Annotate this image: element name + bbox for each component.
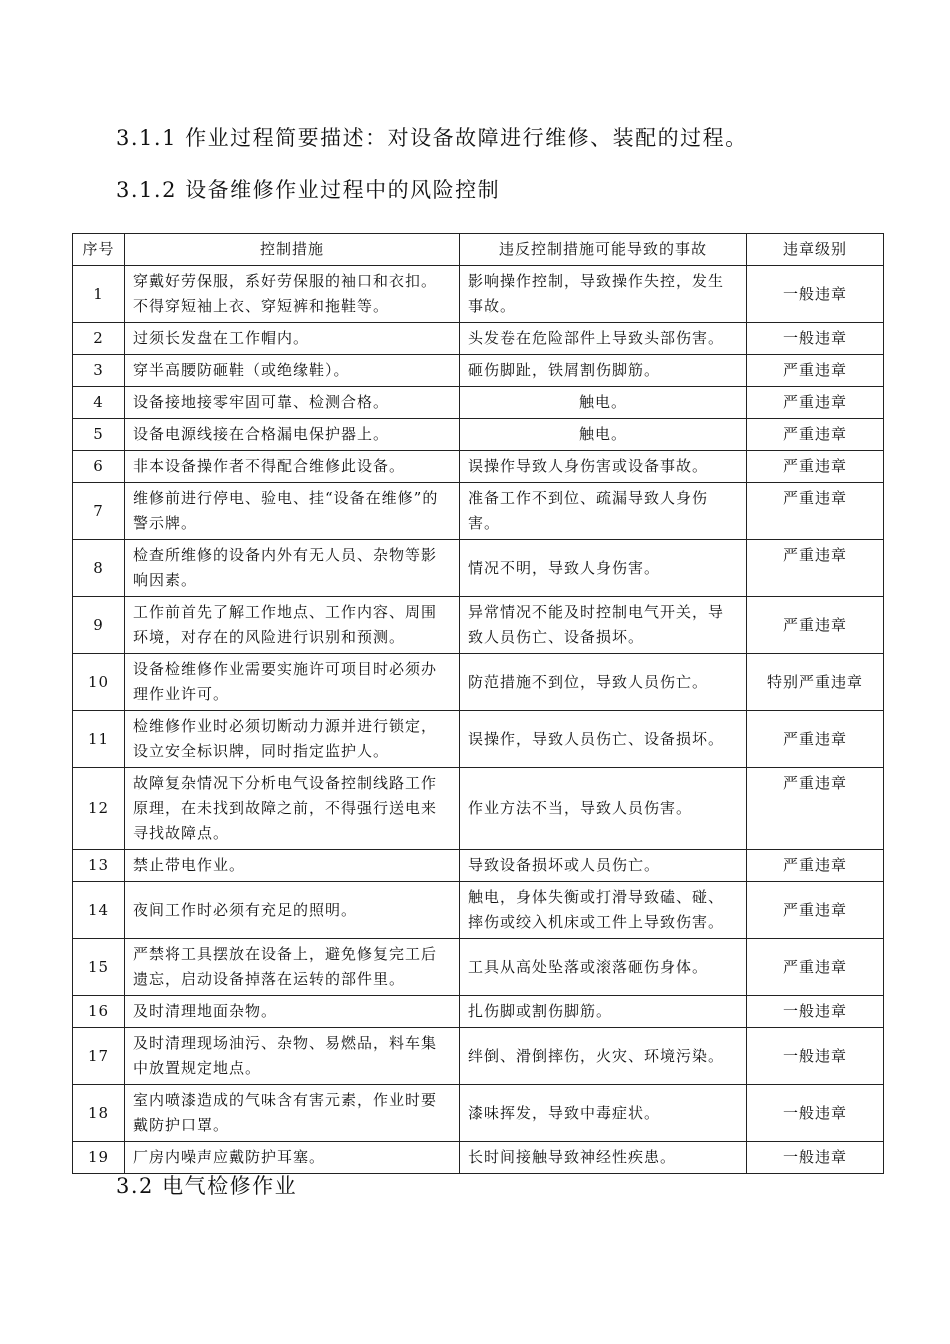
- row-number: 2: [73, 323, 125, 355]
- row-number: 5: [73, 419, 125, 451]
- row-number: 18: [73, 1085, 125, 1142]
- violation-level-cell: 严重违章: [747, 483, 884, 540]
- row-number: 8: [73, 540, 125, 597]
- control-measure-cell: 厂房内噪声应戴防护耳塞。: [125, 1142, 460, 1174]
- violation-level-cell: 严重违章: [747, 850, 884, 882]
- violation-level-cell: 严重违章: [747, 419, 884, 451]
- header-violation-level: 违章级别: [747, 234, 884, 266]
- accident-cell: 情况不明，导致人身伤害。: [460, 540, 747, 597]
- table-header-row: [73, 234, 884, 266]
- violation-level-cell: 严重违章: [747, 711, 884, 768]
- table-row: [73, 850, 884, 882]
- control-measure-cell: 过须长发盘在工作帽内。: [125, 323, 460, 355]
- table-row: [73, 1142, 884, 1174]
- accident-cell: 误操作，导致人员伤亡、设备损坏。: [460, 711, 747, 768]
- accident-cell: 异常情况不能及时控制电气开关，导致人员伤亡、设备损坏。: [460, 597, 747, 654]
- section-heading-electrical: 3.2 电气检修作业: [116, 1174, 298, 1198]
- violation-level-cell: 一般违章: [747, 323, 884, 355]
- accident-cell: 触电，身体失衡或打滑导致磕、碰、摔伤或绞入机床或工件上导致伤害。: [460, 882, 747, 939]
- table-row: [73, 355, 884, 387]
- row-number: 9: [73, 597, 125, 654]
- control-measure-cell: 设备电源线接在合格漏电保护器上。: [125, 419, 460, 451]
- table-row: [73, 266, 884, 323]
- violation-level-cell: 严重违章: [747, 597, 884, 654]
- violation-level-cell: 严重违章: [747, 540, 884, 597]
- row-number: 11: [73, 711, 125, 768]
- violation-level-cell: 严重违章: [747, 355, 884, 387]
- header-possible-accident: 违反控制措施可能导致的事故: [460, 234, 747, 266]
- row-number: 10: [73, 654, 125, 711]
- table-row: [73, 654, 884, 711]
- control-measure-cell: 检查所维修的设备内外有无人员、杂物等影响因素。: [125, 540, 460, 597]
- accident-cell: 头发卷在危险部件上导致头部伤害。: [460, 323, 747, 355]
- control-measure-cell: 设备接地接零牢固可靠、检测合格。: [125, 387, 460, 419]
- control-measure-cell: 工作前首先了解工作地点、工作内容、周围环境，对存在的风险进行识别和预测。: [125, 597, 460, 654]
- row-number: 15: [73, 939, 125, 996]
- table-row: [73, 387, 884, 419]
- row-number: 4: [73, 387, 125, 419]
- accident-cell: 漆味挥发，导致中毒症状。: [460, 1085, 747, 1142]
- table-row: [73, 419, 884, 451]
- row-number: 19: [73, 1142, 125, 1174]
- violation-level-cell: 一般违章: [747, 1142, 884, 1174]
- accident-cell: 触电。: [460, 419, 747, 451]
- control-measure-cell: 故障复杂情况下分析电气设备控制线路工作原理，在未找到故障之前，不得强行送电来寻找故障点。: [125, 768, 460, 850]
- control-measure-cell: 检维修作业时必须切断动力源并进行锁定，设立安全标识牌，同时指定监护人。: [125, 711, 460, 768]
- violation-level-cell: 一般违章: [747, 266, 884, 323]
- violation-level-cell: 严重违章: [747, 882, 884, 939]
- row-number: 12: [73, 768, 125, 850]
- violation-level-cell: 特别严重违章: [747, 654, 884, 711]
- table-row: [73, 323, 884, 355]
- control-measure-cell: 室内喷漆造成的气味含有害元素，作业时要戴防护口罩。: [125, 1085, 460, 1142]
- violation-level-cell: 严重违章: [747, 768, 884, 850]
- accident-cell: 扎伤脚或割伤脚筋。: [460, 996, 747, 1028]
- violation-level-cell: 一般违章: [747, 1028, 884, 1085]
- accident-cell: 防范措施不到位，导致人员伤亡。: [460, 654, 747, 711]
- row-number: 7: [73, 483, 125, 540]
- accident-cell: 触电。: [460, 387, 747, 419]
- row-number: 16: [73, 996, 125, 1028]
- control-measure-cell: 严禁将工具摆放在设备上，避免修复完工后遗忘，启动设备掉落在运转的部件里。: [125, 939, 460, 996]
- table-row: [73, 882, 884, 939]
- table-row: [73, 711, 884, 768]
- violation-level-cell: 一般违章: [747, 996, 884, 1028]
- accident-cell: 导致设备损坏或人员伤亡。: [460, 850, 747, 882]
- control-measure-cell: 禁止带电作业。: [125, 850, 460, 882]
- control-measure-cell: 夜间工作时必须有充足的照明。: [125, 882, 460, 939]
- row-number: 6: [73, 451, 125, 483]
- control-measure-cell: 设备检维修作业需要实施许可项目时必须办理作业许可。: [125, 654, 460, 711]
- accident-cell: 误操作导致人身伤害或设备事故。: [460, 451, 747, 483]
- accident-cell: 工具从高处坠落或滚落砸伤身体。: [460, 939, 747, 996]
- accident-cell: 绊倒、滑倒摔伤，火灾、环境污染。: [460, 1028, 747, 1085]
- table-row: [73, 1028, 884, 1085]
- row-number: 13: [73, 850, 125, 882]
- section-heading-risk-control: 3.1.2 设备维修作业过程中的风险控制: [116, 178, 501, 202]
- row-number: 1: [73, 266, 125, 323]
- table-row: [73, 939, 884, 996]
- section-heading-process-description: 3.1.1 作业过程简要描述：对设备故障进行维修、装配的过程。: [116, 126, 748, 150]
- table-row: [73, 483, 884, 540]
- table-row: [73, 768, 884, 850]
- violation-level-cell: 严重违章: [747, 939, 884, 996]
- header-number: 序号: [73, 234, 125, 266]
- accident-cell: 影响操作控制，导致操作失控，发生事故。: [460, 266, 747, 323]
- table-row: [73, 540, 884, 597]
- violation-level-cell: 一般违章: [747, 1085, 884, 1142]
- control-measure-cell: 维修前进行停电、验电、挂“设备在维修”的警示牌。: [125, 483, 460, 540]
- violation-level-cell: 严重违章: [747, 387, 884, 419]
- table-row: [73, 597, 884, 654]
- table-row: [73, 1085, 884, 1142]
- accident-cell: 长时间接触导致神经性疾患。: [460, 1142, 747, 1174]
- control-measure-cell: 穿半高腰防砸鞋（或绝缘鞋）。: [125, 355, 460, 387]
- row-number: 17: [73, 1028, 125, 1085]
- accident-cell: 准备工作不到位、疏漏导致人身伤害。: [460, 483, 747, 540]
- accident-cell: 作业方法不当，导致人员伤害。: [460, 768, 747, 850]
- control-measure-cell: 及时清理地面杂物。: [125, 996, 460, 1028]
- row-number: 3: [73, 355, 125, 387]
- header-control-measure: 控制措施: [125, 234, 460, 266]
- table-row: [73, 996, 884, 1028]
- risk-control-table: [72, 233, 884, 1174]
- control-measure-cell: 非本设备操作者不得配合维修此设备。: [125, 451, 460, 483]
- accident-cell: 砸伤脚趾，铁屑割伤脚筋。: [460, 355, 747, 387]
- control-measure-cell: 穿戴好劳保服，系好劳保服的袖口和衣扣。不得穿短袖上衣、穿短裤和拖鞋等。: [125, 266, 460, 323]
- violation-level-cell: 严重违章: [747, 451, 884, 483]
- control-measure-cell: 及时清理现场油污、杂物、易燃品，料车集中放置规定地点。: [125, 1028, 460, 1085]
- row-number: 14: [73, 882, 125, 939]
- table-row: [73, 451, 884, 483]
